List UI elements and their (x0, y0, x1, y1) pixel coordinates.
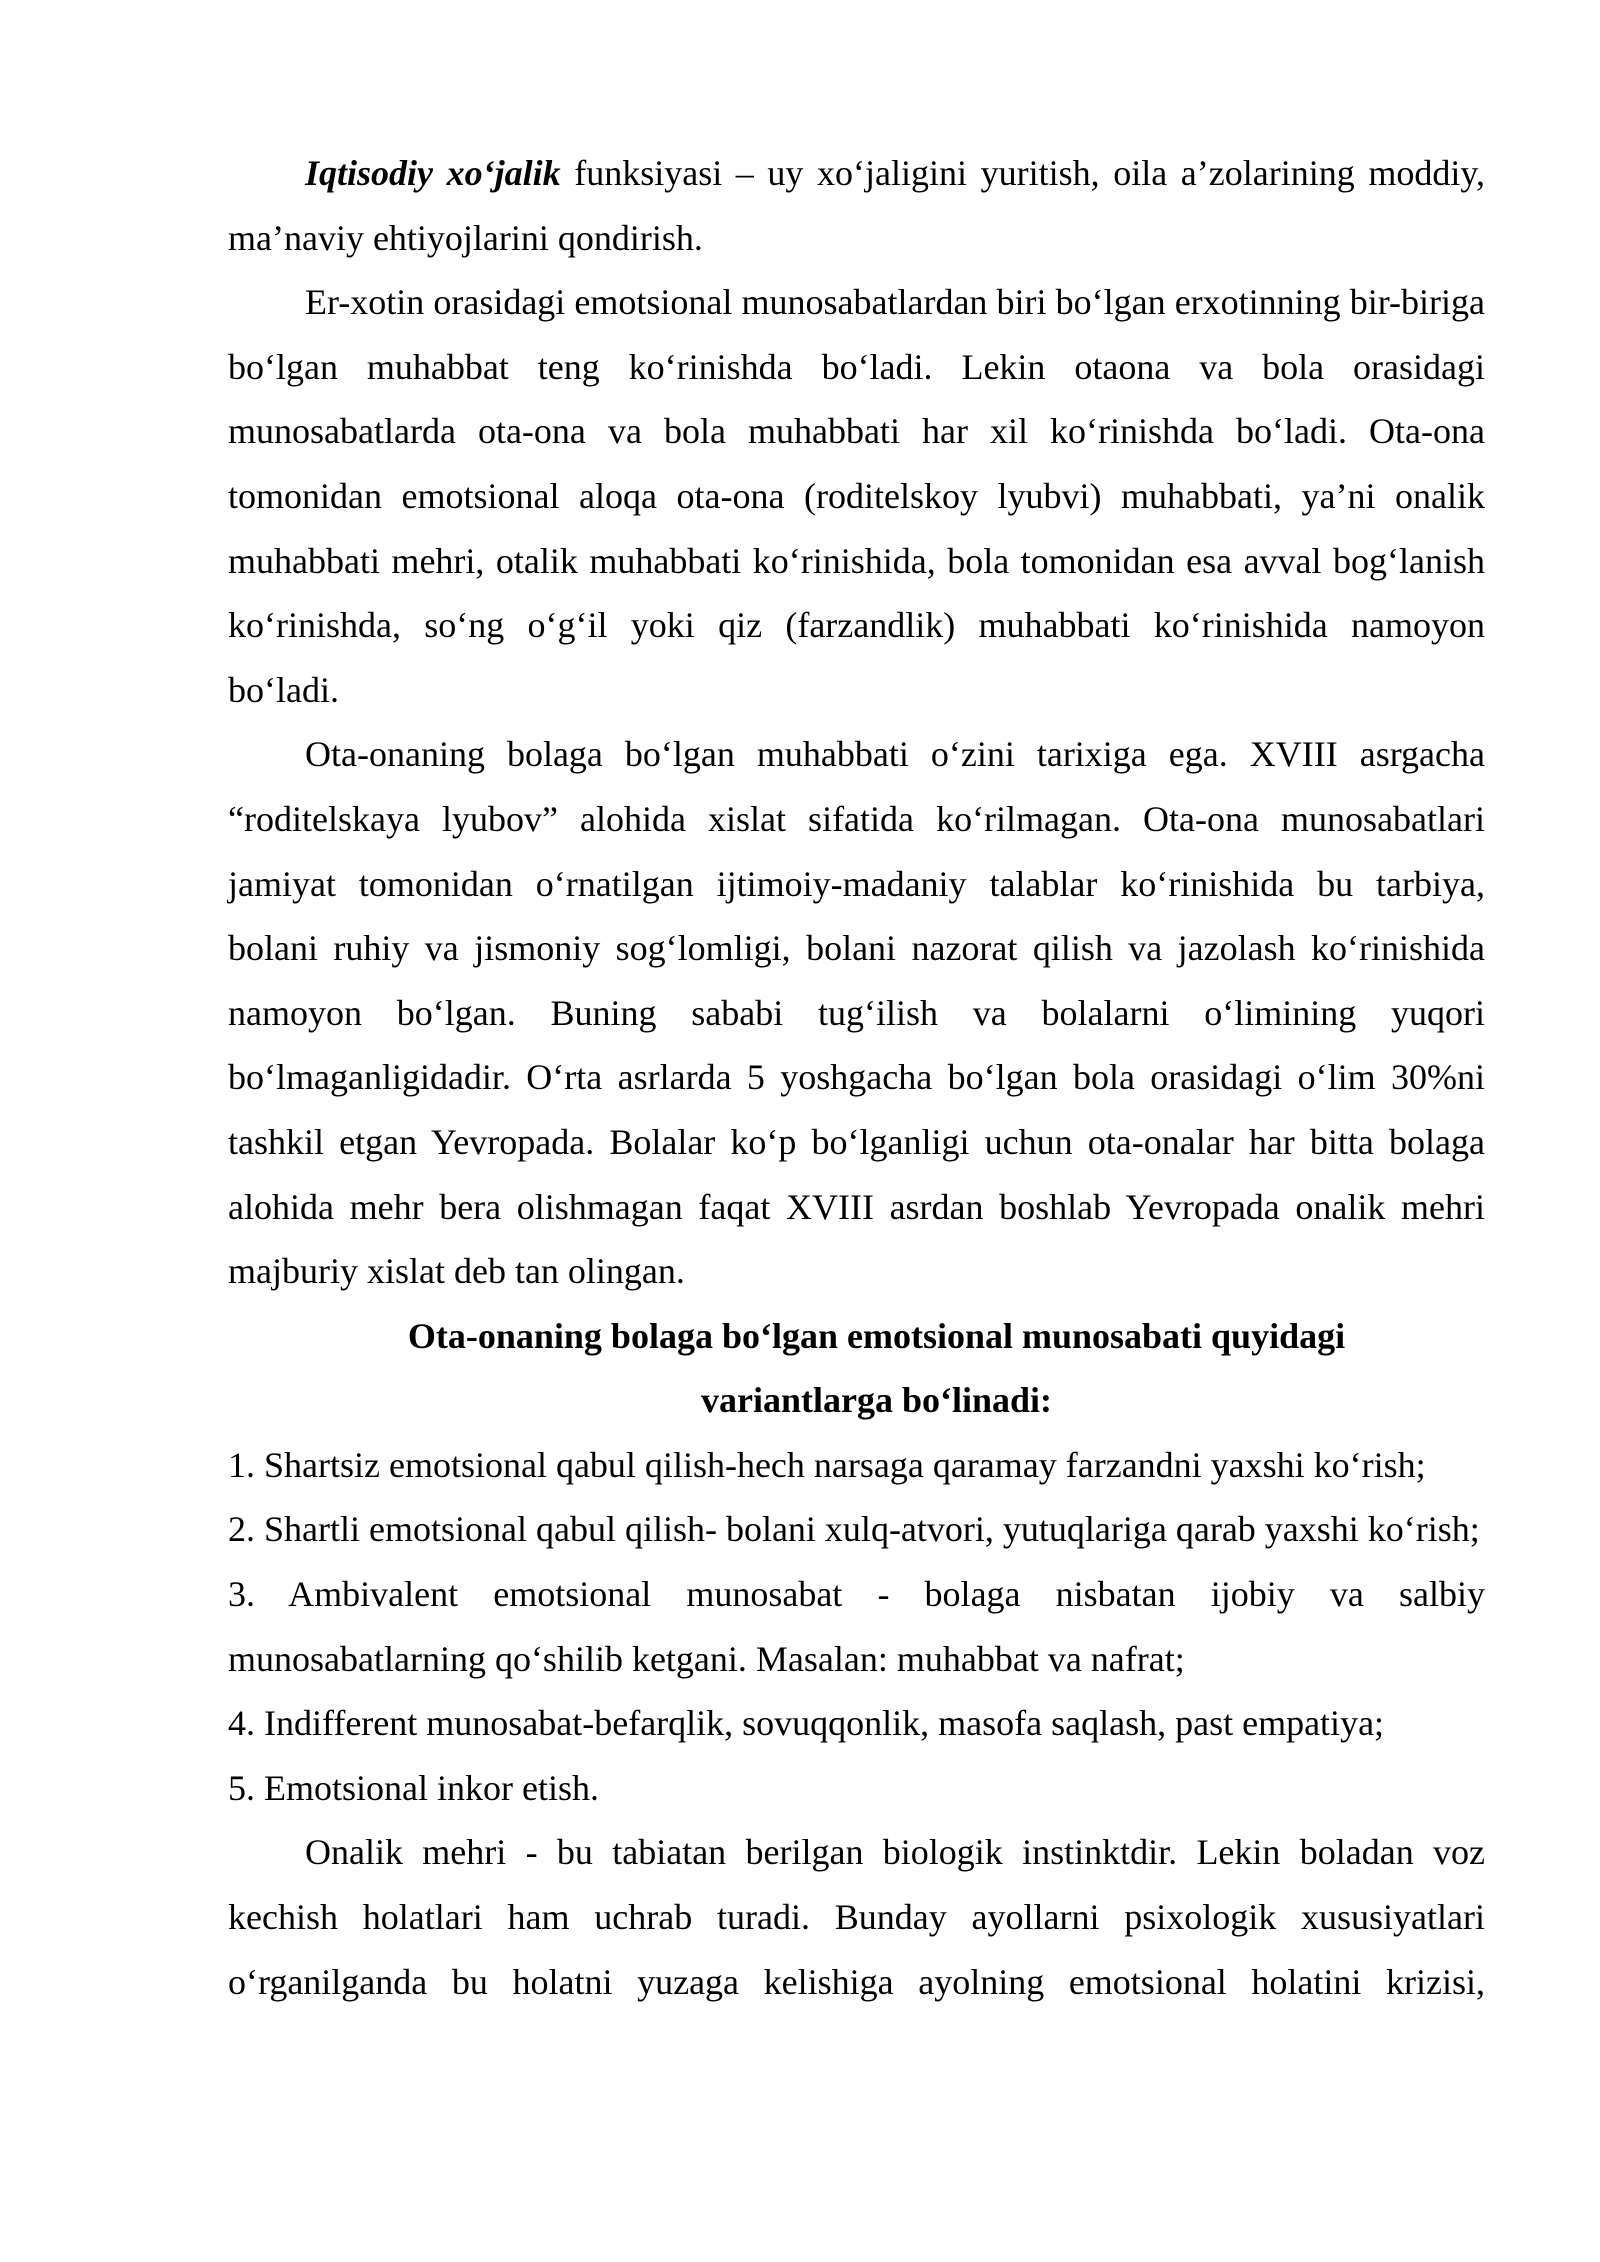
paragraph-parental-love-history: Ota-onaning bolaga bo‘lgan muhabbati o‘zini tarixiga ega. XVIII asrgacha “roditelskaya lyubov” alohida xislat sifatida ko‘rilmagan. Ota-ona munosabatlari jamiyat tomonidan o‘rnatilgan ijtimoiy-madaniy talablar ko‘rinishida bu tarbiya, bolani ruhiy va jismoniy sog‘lomligi, bolani nazorat qilish va jazolash ko‘rinishida namoyon bo‘lgan. Buning sababi tug‘ilish va bolalarni o‘limining yuqori bo‘lmaganligidadir. O‘rta asrlarda 5 yoshgacha bo‘lgan bola orasidagi o‘lim 30%ni tashkil etgan Yevropada. Bolalar ko‘p bo‘lganligi uchun ota-onalar har bitta bolaga alohida mehr bera olishmagan faqat XVIII asrdan boshlab Yevropada onalik mehri majburiy xislat deb tan olingan. (228, 734, 1485, 1292)
list-item-5: 5. Emotsional inkor etish. (228, 1767, 599, 1808)
section-heading-line-1: Ota-onaning bolaga bo‘lgan emotsional munosabati quyidagi (407, 1315, 1346, 1356)
list-item-3: 3. Ambivalent emotsional munosabat - bolaga nisbatan ijobiy va salbiy munosabatlarning qo‘shilib ketgani. Masalan: muhabbat va nafrat; (228, 1574, 1485, 1679)
paragraph-spouse-relations: Er-xotin orasidagi emotsional munosabatlardan biri bo‘lgan erxotinning bir-biriga bo‘lgan muhabbat teng ko‘rinishda bo‘ladi. Lekin otaona va bola orasidagi munosabatlarda ota-ona va bola muhabbati har xil ko‘rinishda bo‘ladi. Ota-ona tomonidan emotsional aloqa ota-ona (roditelskoy lyubvi) muhabbati, ya’ni onalik muhabbati mehri, otalik muhabbati ko‘rinishida, bola tomonidan esa avval bog‘lanish ko‘rinishda, so‘ng o‘g‘il yoki qiz (farzandlik) muhabbati ko‘rinishida namoyon bo‘ladi. (228, 282, 1485, 710)
intro-paragraph (228, 141, 1485, 270)
list-item-2: 2. Shartli emotsional qabul qilish- bolani xulq-atvori, yutuqlariga qarab yaxshi ko‘rish; (228, 1509, 1480, 1550)
intro-text: funksiyasi – uy xo‘jaligini yuritish, oila a’zolarining moddiy, ma’naviy ehtiyojlarini qondirish. (228, 153, 1485, 258)
variants-list (228, 1433, 1485, 1821)
section-heading-line-2: variantlarga bo‘linadi: (700, 1380, 1053, 1421)
paragraph-maternal-instinct: Onalik mehri - bu tabiatan berilgan biologik instinktdir. Lekin boladan voz kechish holatlari ham uchrab turadi. Bunday ayollarni psixologik xususiyatlari o‘rganilganda bu holatni yuzaga kelishiga ayolning emotsional holatini krizisi, (228, 1832, 1485, 2002)
list-item-1: 1. Shartsiz emotsional qabul qilish-hech narsaga qaramay farzandni yaxshi ko‘rish; (228, 1444, 1426, 1485)
intro-term: Iqtisodiy xo‘jalik (305, 153, 561, 193)
list-item-4: 4. Indifferent munosabat-befarqlik, sovuqqonlik, masofa saqlash, past empatiya; (228, 1703, 1385, 1744)
section-heading (228, 1304, 1485, 1433)
